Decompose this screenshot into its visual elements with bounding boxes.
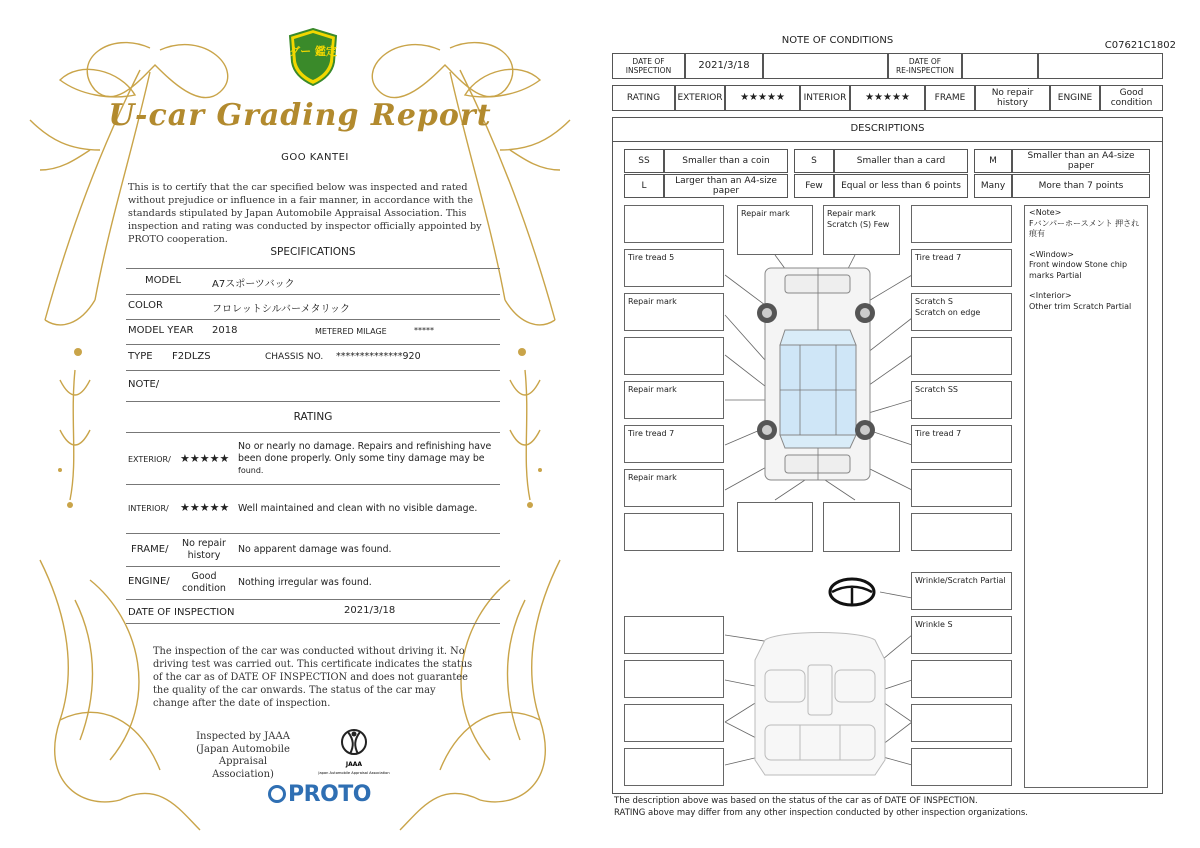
reinspection-label-line2: RE-INSPECTION	[895, 66, 955, 75]
damage-box: Scratch SS	[911, 381, 1012, 419]
engine-value-line1: Good	[1119, 88, 1144, 98]
footer-note-1: The description above was based on the status of the car as of DATE OF INSPECTION.	[614, 796, 978, 806]
frame-value-line2: history	[997, 98, 1028, 108]
divider	[126, 370, 500, 371]
descriptions-heading: DESCRIPTIONS	[850, 123, 925, 134]
legend-code: Many	[974, 174, 1012, 198]
damage-box: Repair mark	[624, 381, 724, 419]
divider	[126, 566, 500, 567]
jaaa-text: JAAA	[345, 761, 363, 768]
interior-stars: ★★★★★	[850, 85, 925, 111]
damage-box: Repair mark	[737, 205, 813, 255]
spacer	[1029, 240, 1143, 250]
specifications-heading: SPECIFICATIONS	[270, 246, 356, 258]
interior-stars: ★★★★★	[180, 501, 230, 514]
damage-box	[911, 293, 1012, 331]
interior-diagram	[755, 633, 885, 776]
exterior-stars: ★★★★★	[725, 85, 800, 111]
disclaimer-text: The inspection of the car was conducted without driving it. No driving test was carried out. This certificate indicates the status of the car as of DATE OF INSPECTION and does not guarantee the quality of the car onwards. The status of the car may change after the date of inspection.	[153, 646, 473, 709]
damage-box	[911, 469, 1012, 507]
note-of-conditions-sheet	[600, 0, 1200, 848]
exterior-desc-text-2: found.	[238, 466, 264, 475]
metered-milage-label: METERED MILAGE	[315, 327, 387, 336]
badge-text: グー 鑑定	[289, 45, 337, 58]
legend-code: Few	[794, 174, 834, 198]
spacer	[1029, 281, 1143, 291]
damage-box	[737, 502, 813, 552]
type-label: TYPE	[128, 351, 153, 362]
model-year-label: MODEL YEAR	[128, 325, 194, 336]
damage-box-text: Scratch S	[915, 297, 953, 306]
legend-code: S	[794, 149, 834, 173]
divider	[126, 432, 500, 433]
model-label: MODEL	[145, 275, 182, 286]
damage-box	[624, 616, 724, 654]
damage-box	[624, 513, 724, 551]
report-title: U-car Grading Report	[108, 98, 492, 133]
rating-heading: RATING	[293, 411, 333, 423]
interior-label: INTERIOR/	[128, 504, 169, 513]
type-value: F2DLZS	[172, 351, 211, 362]
metered-milage-value: *****	[414, 326, 434, 335]
damage-box-text: Scratch on edge	[915, 308, 981, 317]
color-label: COLOR	[128, 300, 163, 311]
legend-text: Smaller than an A4-size paper	[1012, 149, 1150, 173]
damage-box	[823, 205, 900, 255]
note-title: <Note>	[1029, 208, 1062, 217]
steering-wheel-icon	[830, 579, 874, 605]
frame-value-line1: No repair	[991, 88, 1034, 98]
reinspection-label-line1: DATE OF	[908, 57, 942, 66]
engine-value	[175, 571, 233, 594]
jaaa-logo-icon	[316, 726, 392, 780]
damage-box	[624, 205, 724, 243]
doi-label-line1: DATE OF	[632, 57, 665, 66]
proto-logo	[268, 782, 371, 807]
frame-value-line2: history	[187, 549, 221, 561]
frame-description: No apparent damage was found.	[238, 544, 392, 555]
damage-box	[911, 748, 1012, 786]
legend-code: L	[624, 174, 664, 198]
engine-description: Nothing irregular was found.	[238, 577, 372, 588]
legend-code: M	[974, 149, 1012, 173]
legend-text: Equal or less than 6 points	[834, 174, 968, 198]
doi-label-line2: INSPECTION	[625, 66, 672, 75]
rating-label: RATING	[612, 85, 675, 111]
jaaa-sub-text: Japan Automobile Appraisal Association	[318, 771, 390, 775]
damage-box: Wrinkle/Scratch Partial	[911, 572, 1012, 610]
legend-text: Larger than an A4-size paper	[664, 174, 788, 198]
damage-box	[911, 337, 1012, 375]
frame-value-line1: No repair	[182, 538, 226, 549]
divider	[126, 319, 500, 320]
damage-box: Wrinkle S	[911, 616, 1012, 654]
doi-value: 2021/3/18	[344, 605, 396, 616]
certification-text: This is to certify that the car specified below was inspected and rated without prejudice or influence in a fair manner, in accordance with the standards stipulated by Japan Automobile Appraisal Association. This inspection and rating was conducted by inspector officially appointed by PROTO cooperation.	[128, 182, 482, 245]
engine-value-line2: condition	[1110, 98, 1153, 108]
chassis-value: **************920	[336, 351, 421, 362]
sheet-heading: NOTE OF CONDITIONS	[781, 35, 894, 46]
interior-line: Other trim Scratch Partial	[1029, 301, 1132, 311]
divider	[126, 268, 500, 269]
date-of-inspection-value: 2021/3/18	[685, 53, 763, 79]
damage-box	[624, 704, 724, 742]
exterior-description	[238, 441, 500, 477]
engine-label: ENGINE	[1050, 85, 1100, 111]
window-line: marks Partial	[1029, 270, 1082, 280]
divider	[126, 344, 500, 345]
interior-label: INTERIOR	[800, 85, 850, 111]
chassis-label: CHASSIS NO.	[265, 352, 324, 362]
divider	[126, 484, 500, 485]
damage-box	[911, 660, 1012, 698]
damage-box	[624, 748, 724, 786]
engine-label: ENGINE/	[128, 576, 170, 587]
engine-value-line2: condition	[182, 582, 226, 594]
divider	[126, 294, 500, 295]
damage-box: Tire tread 7	[911, 425, 1012, 463]
divider	[126, 533, 500, 534]
damage-box	[624, 337, 724, 375]
damage-box: Tire tread 7	[624, 425, 724, 463]
frame-value	[175, 538, 233, 561]
legend-text: More than 7 points	[1012, 174, 1150, 198]
damage-box	[911, 513, 1012, 551]
damage-box-text: Repair mark	[827, 209, 876, 218]
color-value: フロレットシルバーメタリック	[212, 304, 351, 315]
divider	[126, 401, 500, 402]
exterior-label: EXTERIOR/	[128, 455, 171, 464]
note-label: NOTE/	[128, 379, 160, 390]
exterior-desc-text: No or nearly no damage. Repairs and refinishing have been done properly. Only some tiny damage may be	[238, 441, 492, 464]
frame-label: FRAME/	[131, 544, 169, 555]
window-line: Front window Stone chip	[1029, 260, 1128, 269]
doi-label: DATE OF INSPECTION	[128, 607, 235, 618]
engine-value-line1: Good	[191, 571, 217, 582]
legend-text: Smaller than a card	[834, 149, 968, 173]
goo-kantei-badge-icon	[288, 28, 338, 86]
divider	[126, 599, 500, 600]
damage-box: Repair mark	[624, 469, 724, 507]
sheet-code: C07621C1802	[1104, 40, 1176, 51]
damage-box-text: Scratch (S) Few	[827, 220, 890, 229]
window-title: <Window>	[1029, 249, 1074, 259]
damage-box	[624, 660, 724, 698]
frame-label: FRAME	[925, 85, 975, 111]
damage-box	[911, 205, 1012, 243]
proto-text: PROTO	[288, 782, 371, 807]
damage-box	[823, 502, 900, 552]
proto-mark-icon	[268, 785, 286, 803]
exterior-stars: ★★★★★	[180, 452, 230, 465]
inspected-by-text: Inspected by JAAA (Japan Automobile Appraisal Association)	[196, 731, 290, 780]
exterior-label: EXTERIOR	[675, 85, 725, 111]
damage-box: Tire tread 7	[911, 249, 1012, 287]
damage-box: Repair mark	[624, 293, 724, 331]
report-subtitle: GOO KANTEI	[281, 152, 349, 163]
model-value: A7スポーツバック	[212, 279, 295, 290]
damage-box: Tire tread 5	[624, 249, 724, 287]
footer-note-2: RATING above may differ from any other inspection conducted by other inspection organizations.	[614, 808, 1028, 818]
interior-title: <Interior>	[1029, 291, 1072, 300]
divider	[126, 623, 500, 624]
note-line: Fバンパーホースメント 押され痕有	[1029, 218, 1140, 238]
legend-code: SS	[624, 149, 664, 173]
interior-description: Well maintained and clean with no visible damage.	[238, 503, 478, 514]
legend-text: Smaller than a coin	[664, 149, 788, 173]
damage-box	[911, 704, 1012, 742]
model-year-value: 2018	[212, 325, 238, 336]
notes-panel	[1024, 205, 1148, 788]
